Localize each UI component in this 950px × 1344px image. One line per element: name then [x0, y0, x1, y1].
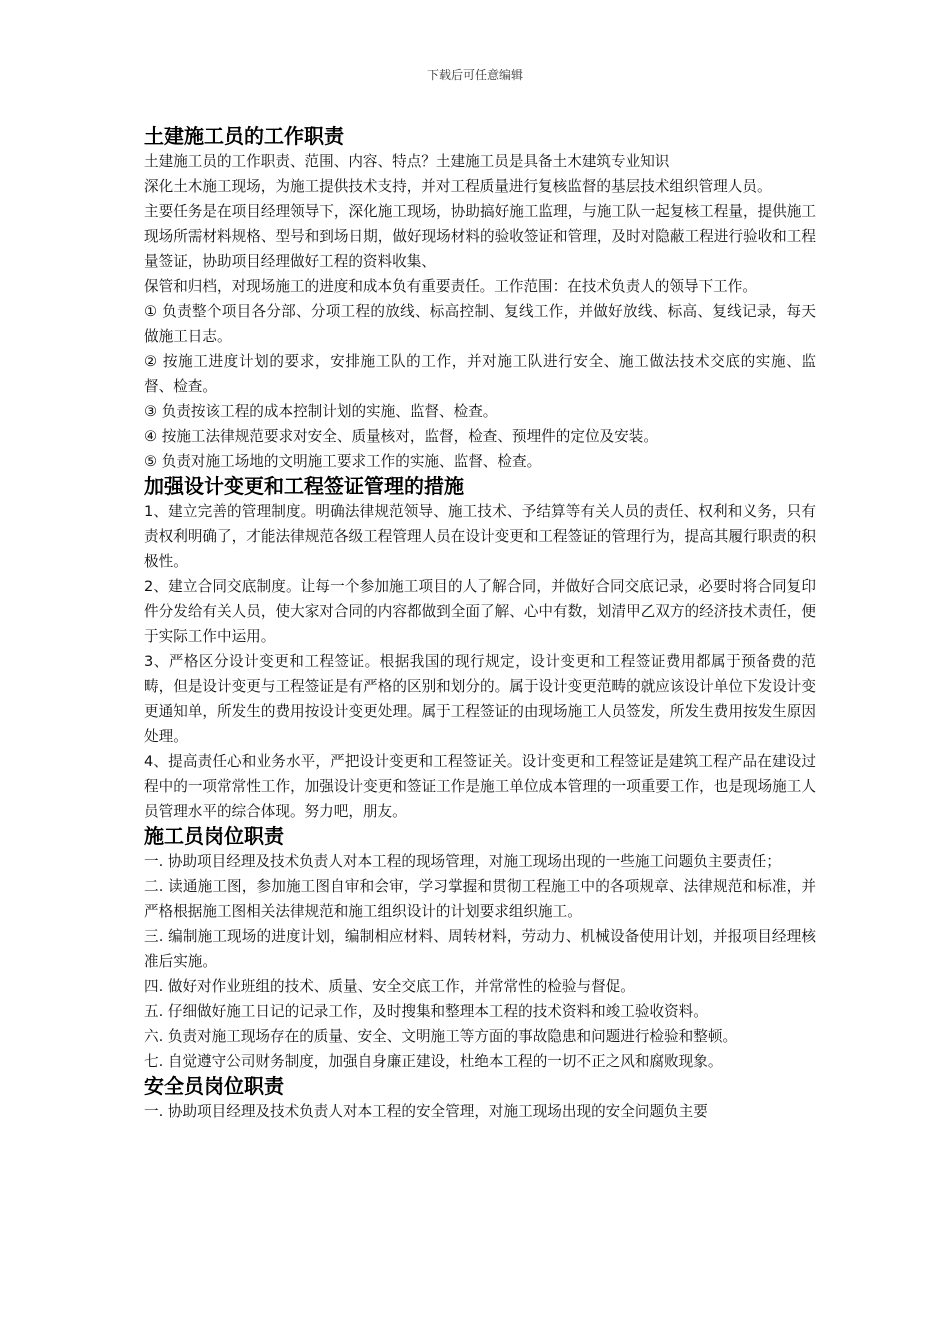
page-header: 下载后可任意编辑 — [426, 68, 523, 82]
list-item: 七. 自觉遵守公司财务制度，加强自身廉正建设，杜绝本工程的一切不正之风和腐败现象。 — [144, 1053, 723, 1070]
list-item: ⑤ 负责对施工场地的文明施工要求工作的实施、监督、检查。 — [144, 453, 542, 470]
list-item: 1、建立完善的管理制度。明确法律规范领导、施工技术、予结算等有关人员的责任、权利和义务，只有责权利明确了，才能法律规范各级工程管理人员在设计变更和工程签证的管理行为，提高其履行职责的积极性。 — [144, 503, 816, 570]
list-item: 四. 做好对作业班组的技术、质量、安全交底工作，并常常性的检验与督促。 — [144, 978, 635, 995]
list-item: 二. 读通施工图，参加施工图自审和会审，学习掌握和贯彻工程施工中的各项规章、法律规范和标准，并严格根据施工图相关法律规范和施工组织设计的计划要求组织施工。 — [144, 878, 816, 920]
list-item: 一. 协助项目经理及技术负责人对本工程的安全管理，对施工现场出现的安全问题负主要 — [144, 1103, 708, 1120]
document-body — [144, 124, 816, 1124]
list-item: ③ 负责按该工程的成本控制计划的实施、监督、检查。 — [144, 403, 498, 420]
section-title: 加强设计变更和工程签证管理的措施 — [144, 474, 464, 498]
list-item: ② 按施工进度计划的要求，安排施工队的工作，并对施工队进行安全、施工做法技术交底的实施、监督、检查。 — [144, 353, 816, 395]
paragraph: 保管和归档，对现场施工的进度和成本负有重要责任。工作范围：在技术负责人的领导下工作。 — [144, 278, 757, 295]
list-item: 一. 协助项目经理及技术负责人对本工程的现场管理，对施工现场出现的一些施工问题负主要责任； — [144, 853, 781, 870]
list-item: 三. 编制施工现场的进度计划，编制相应材料、周转材料，劳动力、机械设备使用计划，并报项目经理核准后实施。 — [144, 928, 816, 970]
list-item: 3、严格区分设计变更和工程签证。根据我国的现行规定，设计变更和工程签证费用都属于预备费的范畴，但是设计变更与工程签证是有严格的区别和划分的。属于设计变更范畴的就应该设计单位下发设计变更通知单，所发生的费用按设计变更处理。属于工程签证的由现场施工人员签发，所发生费用按发生原因处理。 — [144, 653, 816, 745]
list-item: ① 负责整个项目各分部、分项工程的放线、标高控制、复线工作，并做好放线、标高、复线记录，每天做施工日志。 — [144, 303, 816, 345]
list-item: 六. 负责对施工现场存在的质量、安全、文明施工等方面的事故隐患和问题进行检验和整顿。 — [144, 1028, 738, 1045]
list-item: 2、建立合同交底制度。让每一个参加施工项目的人了解合同，并做好合同交底记录，必要时将合同复印件分发给有关人员，使大家对合同的内容都做到全面了解、心中有数，划清甲乙双方的经济技术责任，便于实际工作中运用。 — [144, 578, 816, 645]
section-title: 土建施工员的工作职责 — [144, 124, 344, 148]
list-item: ④ 按施工法律规范要求对安全、质量核对，监督，检查、预埋件的定位及安装。 — [144, 428, 658, 445]
list-item: 五. 仔细做好施工日记的记录工作，及时搜集和整理本工程的技术资料和竣工验收资料。 — [144, 1003, 708, 1020]
section-title: 施工员岗位职责 — [144, 824, 284, 848]
list-item: 4、提高责任心和业务水平，严把设计变更和工程签证关。设计变更和工程签证是建筑工程产品在建设过程中的一项常常性工作，加强设计变更和签证工作是施工单位成本管理的一项重要工作，也是现场施工人员管理水平的综合体现。努力吧，朋友。 — [144, 753, 816, 820]
paragraph: 土建施工员的工作职责、范围、内容、特点？土建施工员是具备土木建筑专业知识 — [144, 153, 670, 170]
paragraph: 主要任务是在项目经理领导下，深化施工现场，协助搞好施工监理，与施工队一起复核工程量，提供施工现场所需材料规格、型号和到场日期，做好现场材料的验收签证和管理，及时对隐蔽工程进行验收和工程量签证，协助项目经理做好工程的资料收集、 — [144, 203, 816, 270]
section-title: 安全员岗位职责 — [144, 1074, 284, 1098]
paragraph: 深化土木施工现场，为施工提供技术支持，并对工程质量进行复核监督的基层技术组织管理人员。 — [144, 178, 772, 195]
